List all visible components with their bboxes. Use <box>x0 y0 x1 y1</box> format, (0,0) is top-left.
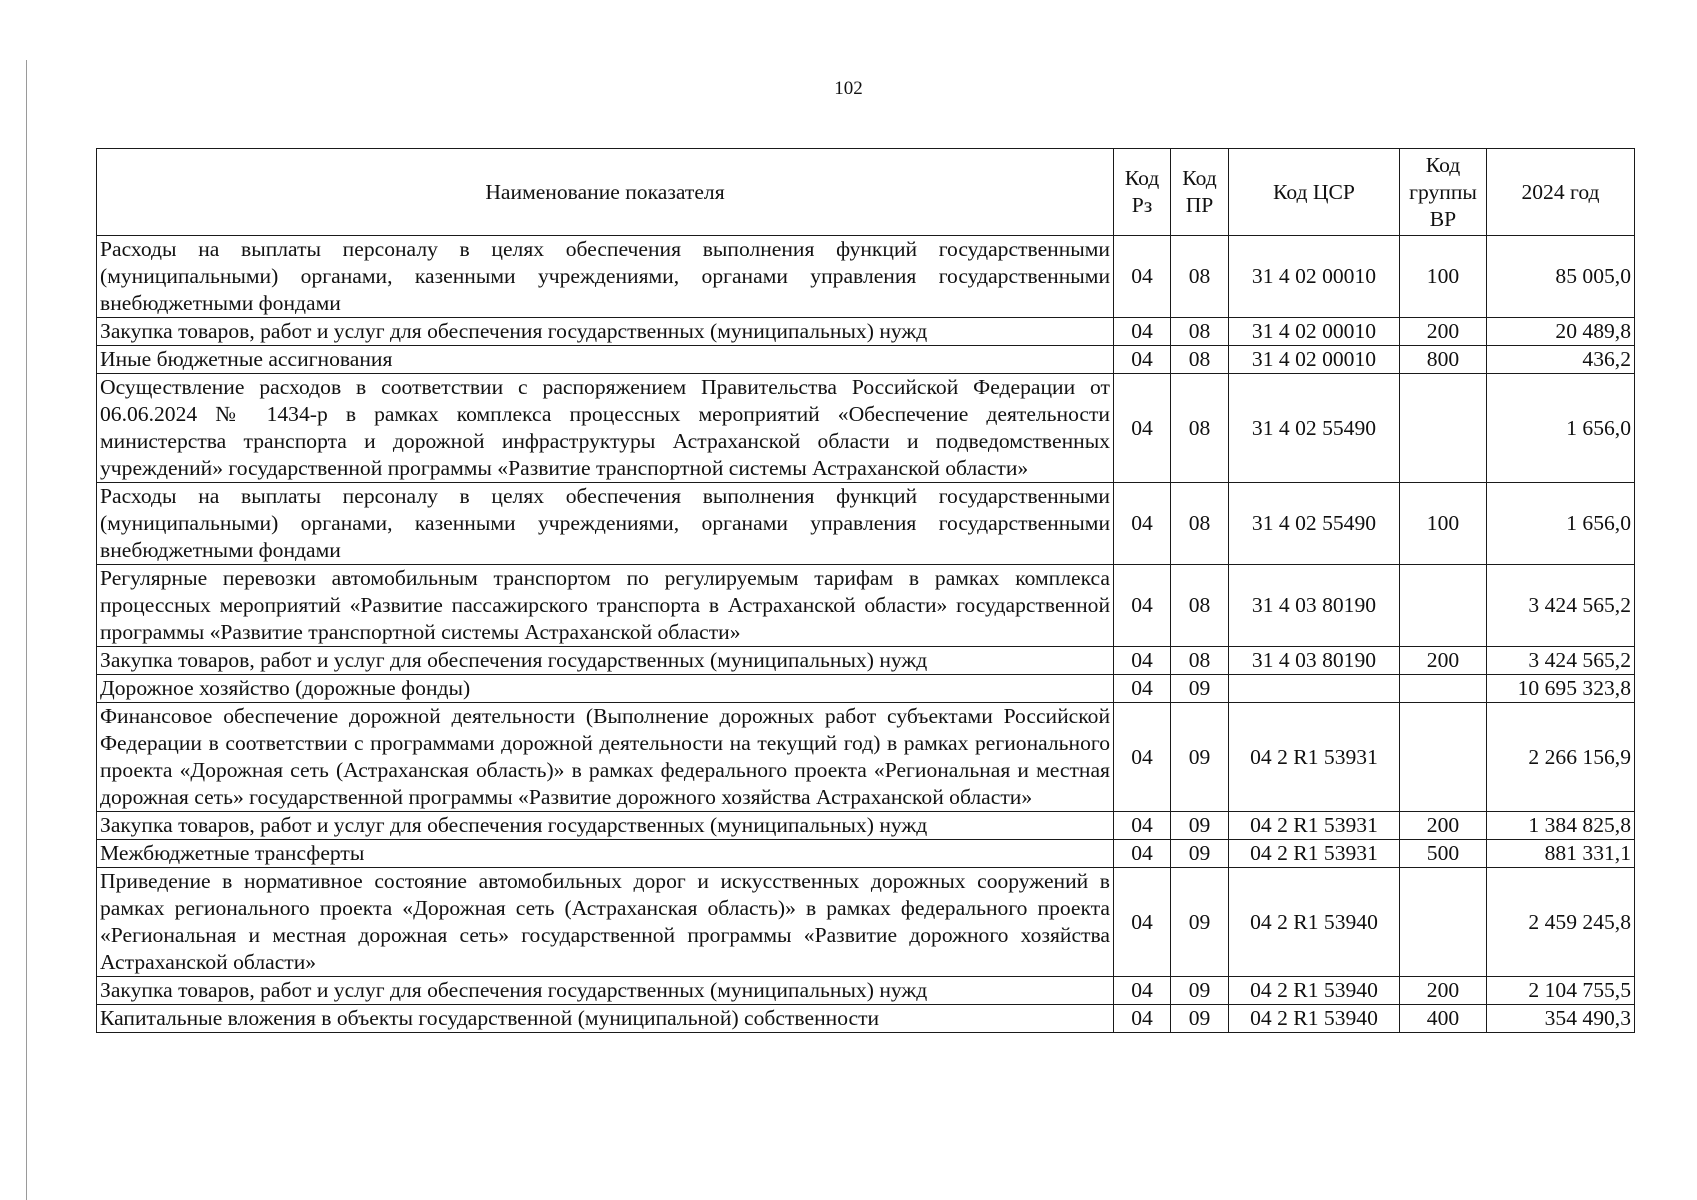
table-row <box>97 346 1635 374</box>
row-rz: 04 <box>1114 565 1171 647</box>
row-name: Осуществление расходов в соответствии с распоряжением Правительства Российской Федерации от 06.06.2024 № 1434-р в рамках комплекса процессных мероприятий «Обеспечение деятельности министерства транспорта и дорожной инфраструктуры Астраханской области и подведомственных учреждений» государственной программы «Развитие транспортной системы Астраханской области» <box>97 374 1114 483</box>
table-row <box>97 374 1635 483</box>
table-row <box>97 236 1635 318</box>
row-name: Регулярные перевозки автомобильным транспортом по регулируемым тарифам в рамках комплекса процессных мероприятий «Развитие пассажирского транспорта в Астраханской области» государственной программы «Развитие транспортной системы Астраханской области» <box>97 565 1114 647</box>
row-vr: 500 <box>1400 840 1487 868</box>
table-row <box>97 703 1635 812</box>
row-vr: 800 <box>1400 346 1487 374</box>
row-amount: 85 005,0 <box>1487 236 1635 318</box>
row-name: Закупка товаров, работ и услуг для обеспечения государственных (муниципальных) нужд <box>97 318 1114 346</box>
row-rz: 04 <box>1114 703 1171 812</box>
row-csr: 31 4 03 80190 <box>1229 565 1400 647</box>
row-vr: 100 <box>1400 483 1487 565</box>
table-row <box>97 812 1635 840</box>
budget-table <box>96 148 1635 1033</box>
row-amount: 2 459 245,8 <box>1487 868 1635 977</box>
row-name: Иные бюджетные ассигнования <box>97 346 1114 374</box>
row-vr: 200 <box>1400 977 1487 1005</box>
row-pr: 09 <box>1171 840 1229 868</box>
row-name: Финансовое обеспечение дорожной деятельности (Выполнение дорожных работ субъектами Российской Федерации в соответствии с программами дорожной деятельности на текущий год) в рамках регионального проекта «Дорожная сеть (Астраханская область)» в рамках федерального проекта «Региональная и местная дорожная сеть» государственной программы «Развитие дорожного хозяйства Астраханской области» <box>97 703 1114 812</box>
row-pr: 08 <box>1171 236 1229 318</box>
row-amount: 3 424 565,2 <box>1487 647 1635 675</box>
row-pr: 09 <box>1171 868 1229 977</box>
row-rz: 04 <box>1114 346 1171 374</box>
row-name: Закупка товаров, работ и услуг для обеспечения государственных (муниципальных) нужд <box>97 977 1114 1005</box>
row-vr <box>1400 565 1487 647</box>
row-amount: 20 489,8 <box>1487 318 1635 346</box>
row-csr: 31 4 02 55490 <box>1229 483 1400 565</box>
row-pr: 08 <box>1171 374 1229 483</box>
row-amount: 1 656,0 <box>1487 374 1635 483</box>
header-pr: Код ПР <box>1171 149 1229 236</box>
table-row <box>97 977 1635 1005</box>
row-vr: 200 <box>1400 647 1487 675</box>
row-amount: 3 424 565,2 <box>1487 565 1635 647</box>
header-vr: Код группы ВР <box>1400 149 1487 236</box>
row-rz: 04 <box>1114 374 1171 483</box>
row-pr: 08 <box>1171 346 1229 374</box>
table-row <box>97 840 1635 868</box>
row-csr: 31 4 02 00010 <box>1229 318 1400 346</box>
row-csr: 04 2 R1 53940 <box>1229 868 1400 977</box>
page-number: 102 <box>834 78 863 99</box>
row-pr: 09 <box>1171 1005 1229 1033</box>
table-row <box>97 483 1635 565</box>
row-csr: 31 4 02 55490 <box>1229 374 1400 483</box>
row-rz: 04 <box>1114 977 1171 1005</box>
row-amount: 354 490,3 <box>1487 1005 1635 1033</box>
table-row <box>97 565 1635 647</box>
table-row <box>97 318 1635 346</box>
table-row <box>97 868 1635 977</box>
row-csr: 31 4 02 00010 <box>1229 346 1400 374</box>
row-name: Капитальные вложения в объекты государственной (муниципальной) собственности <box>97 1005 1114 1033</box>
row-csr: 04 2 R1 53940 <box>1229 1005 1400 1033</box>
row-csr: 31 4 03 80190 <box>1229 647 1400 675</box>
row-name: Расходы на выплаты персоналу в целях обеспечения выполнения функций государственными (муниципальными) органами, казенными учреждениями, органами управления государственными внебюджетными фондами <box>97 483 1114 565</box>
row-rz: 04 <box>1114 1005 1171 1033</box>
row-name: Расходы на выплаты персоналу в целях обеспечения выполнения функций государственными (муниципальными) органами, казенными учреждениями, органами управления государственными внебюджетными фондами <box>97 236 1114 318</box>
row-pr: 09 <box>1171 675 1229 703</box>
row-name: Закупка товаров, работ и услуг для обеспечения государственных (муниципальных) нужд <box>97 812 1114 840</box>
table-row <box>97 675 1635 703</box>
row-rz: 04 <box>1114 647 1171 675</box>
row-rz: 04 <box>1114 812 1171 840</box>
row-rz: 04 <box>1114 840 1171 868</box>
page-edge-line <box>26 60 27 1200</box>
row-csr <box>1229 675 1400 703</box>
row-pr: 08 <box>1171 565 1229 647</box>
row-vr <box>1400 675 1487 703</box>
row-amount: 2 266 156,9 <box>1487 703 1635 812</box>
header-csr: Код ЦСР <box>1229 149 1400 236</box>
row-name: Приведение в нормативное состояние автомобильных дорог и искусственных дорожных сооружений в рамках регионального проекта «Дорожная сеть (Астраханская область)» в рамках федерального проекта «Региональная и местная дорожная сеть» государственной программы «Развитие дорожного хозяйства Астраханской области» <box>97 868 1114 977</box>
row-vr: 200 <box>1400 318 1487 346</box>
row-rz: 04 <box>1114 675 1171 703</box>
row-amount: 436,2 <box>1487 346 1635 374</box>
row-csr: 04 2 R1 53931 <box>1229 812 1400 840</box>
row-vr <box>1400 703 1487 812</box>
row-pr: 09 <box>1171 977 1229 1005</box>
row-amount: 2 104 755,5 <box>1487 977 1635 1005</box>
row-name: Закупка товаров, работ и услуг для обеспечения государственных (муниципальных) нужд <box>97 647 1114 675</box>
row-amount: 1 384 825,8 <box>1487 812 1635 840</box>
row-vr <box>1400 868 1487 977</box>
row-csr: 04 2 R1 53931 <box>1229 703 1400 812</box>
row-csr: 31 4 02 00010 <box>1229 236 1400 318</box>
row-rz: 04 <box>1114 236 1171 318</box>
row-csr: 04 2 R1 53931 <box>1229 840 1400 868</box>
row-amount: 881 331,1 <box>1487 840 1635 868</box>
row-vr <box>1400 374 1487 483</box>
row-rz: 04 <box>1114 483 1171 565</box>
row-pr: 09 <box>1171 812 1229 840</box>
row-name: Межбюджетные трансферты <box>97 840 1114 868</box>
row-rz: 04 <box>1114 868 1171 977</box>
table-header-row <box>97 149 1635 236</box>
row-amount: 1 656,0 <box>1487 483 1635 565</box>
row-vr: 200 <box>1400 812 1487 840</box>
row-pr: 09 <box>1171 703 1229 812</box>
header-year: 2024 год <box>1487 149 1635 236</box>
row-pr: 08 <box>1171 647 1229 675</box>
row-pr: 08 <box>1171 483 1229 565</box>
row-name: Дорожное хозяйство (дорожные фонды) <box>97 675 1114 703</box>
row-rz: 04 <box>1114 318 1171 346</box>
row-csr: 04 2 R1 53940 <box>1229 977 1400 1005</box>
row-amount: 10 695 323,8 <box>1487 675 1635 703</box>
header-rz: Код Рз <box>1114 149 1171 236</box>
table-row <box>97 1005 1635 1033</box>
row-vr: 100 <box>1400 236 1487 318</box>
row-vr: 400 <box>1400 1005 1487 1033</box>
table-row <box>97 647 1635 675</box>
row-pr: 08 <box>1171 318 1229 346</box>
header-name: Наименование показателя <box>97 149 1114 236</box>
